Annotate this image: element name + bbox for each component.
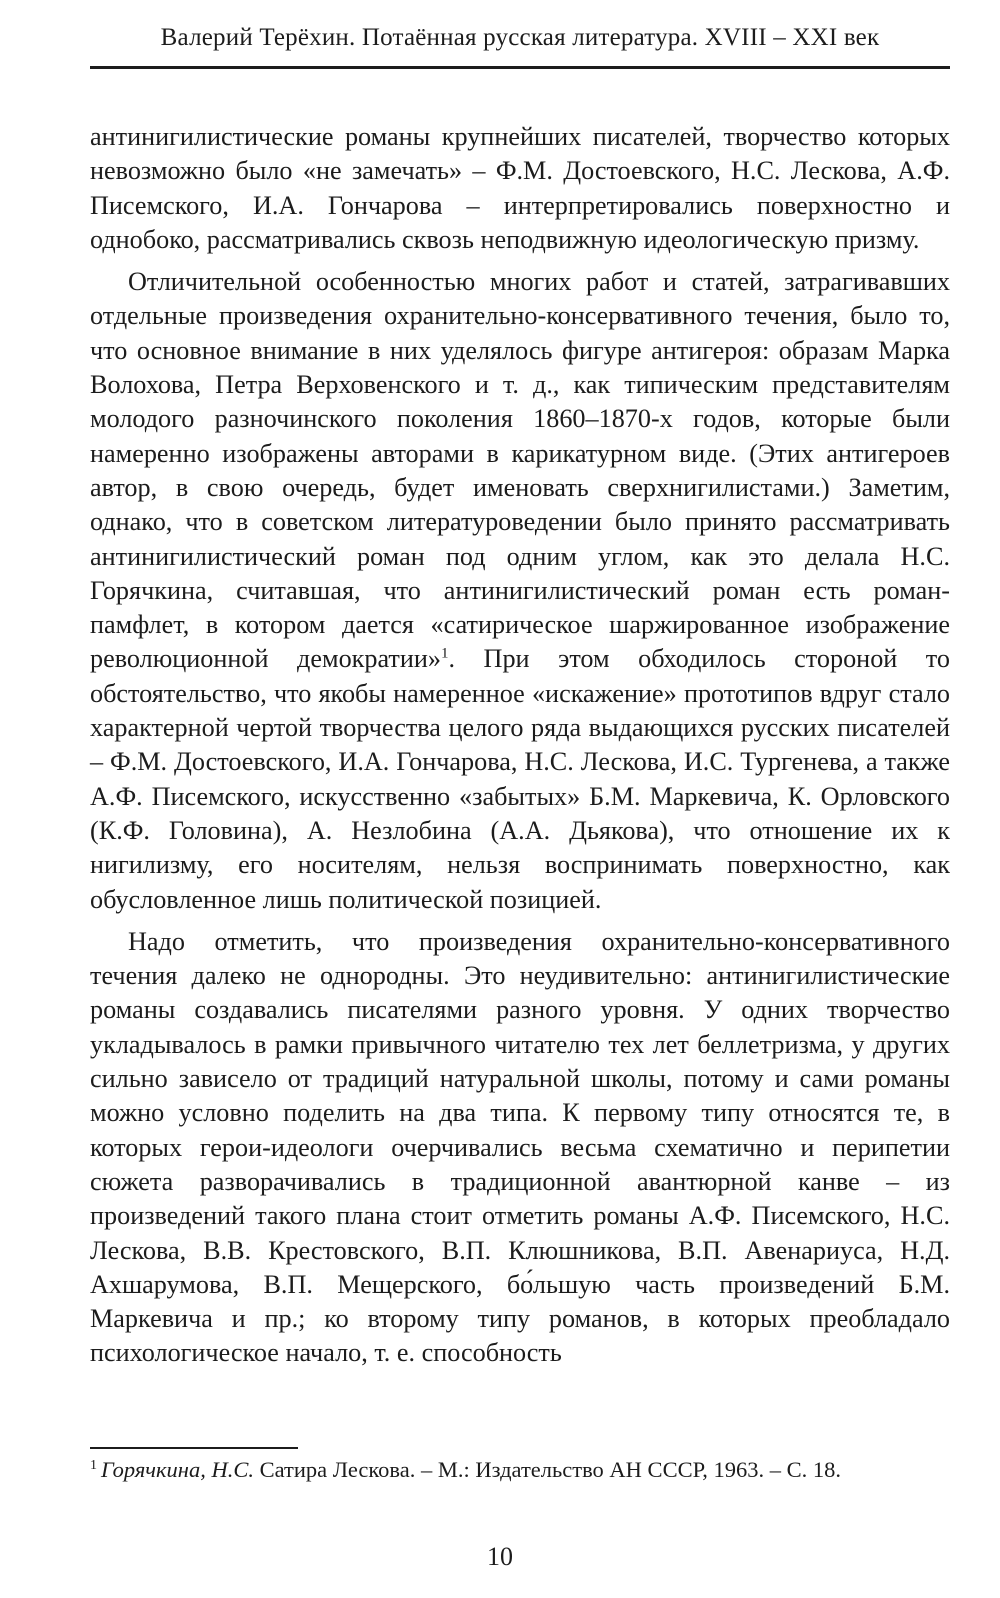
footnote (90, 1455, 950, 1485)
paragraph-2 (90, 265, 950, 917)
footnote-marker: 1 (90, 1457, 97, 1473)
footnote-text: Сатира Лескова. – М.: Издательство АН СССР, 1963. – С. 18. (253, 1457, 842, 1482)
paragraph-1: антинигилистические романы крупнейших писателей, творчество которых невозможно было «не замечать» – Ф.М. Достоевского, Н.С. Лескова, А.Ф. Писемского, И.А. Гончарова – интерпретировались поверхностно и однобоко, рассматривались сквозь неподвижную идеологическую призму. (90, 122, 950, 254)
footnote-author: Горячкина, Н.С. (101, 1457, 254, 1482)
footnote-rule (90, 1447, 298, 1449)
header-rule (90, 66, 950, 69)
paragraph-2-tail: . При этом обходилось стороной то обстоятельство, что якобы намеренное «искажение» прототипов вдруг стало характерной чертой творчества целого ряда выдающихся русских писателей – Ф.М. Достоевского, И.А. Гончарова, Н.С. Лескова, И.С. Тургенева, а также А.Ф. Писемского, искусственно «забытых» Б.М. Маркевича, К. Орловского (К.Ф. Головина), А. Незлобина (А.А. Дьякова), что отношение их к нигилизму, его носителям, нельзя воспринимать поверхностно, как обусловленное лишь политической позицией. (90, 644, 951, 914)
paragraph-3: Надо отметить, что произведения охранительно-консервативного течения далеко не однородны. Это неудивительно: антинигилистические романы создавались писателями разного уровня. У одних творчество укладывалось в рамки привычного читателю тех лет беллетризма, у других сильно зависело от традиций натуральной школы, потому и сами романы можно условно поделить на два типа. К первому типу относятся те, в которых герои-идеологи очерчивались весьма схематично и перипетии сюжета разворачивались в традиционной авантюрной канве – из произведений такого плана стоит отметить романы А.Ф. Писемского, Н.С. Лескова, В.В. Крестовского, В.П. Клюшникова, В.П. Авенариуса, Н.Д. Ахшарумова, В.П. Мещерского, бо́льшую часть произведений Б.М. Маркевича и пр.; ко второму типу романов, в которых преобладало психологическое начало, т. е. способность (90, 926, 950, 1368)
paragraph-2-text: Отличительной особенностью многих работ и статей, затрагивавших отдельные произведения охранительно-консервативного течения, было то, что основное внимание в них уделялось фигуре антигероя: образам Марка Волохова, Петра Верховенского и т. д., как типическим представителям молодого разночинского поколения 1860–1870-х годов, которые были намеренно изображены авторами в карикатурном виде. (Этих антигероев автор, в свою очередь, будет именовать сверхнигилистами.) Заметим, однако, что в советском литературоведении было принято рассматривать антинигилистический роман под одним углом, как это делала Н.С. Горячкина, считавшая, что антинигилистический роман есть роман-памфлет, в котором дается «сатирическое шаржированное изображение революционной демократии» (90, 267, 950, 674)
running-title: Валерий Терёхин. Потаённая русская литература. XVIII – XXI век (160, 24, 880, 51)
main-text (90, 120, 950, 1371)
page-number: 10 (487, 1542, 513, 1571)
footnote-reference[interactable]: 1 (441, 645, 449, 662)
